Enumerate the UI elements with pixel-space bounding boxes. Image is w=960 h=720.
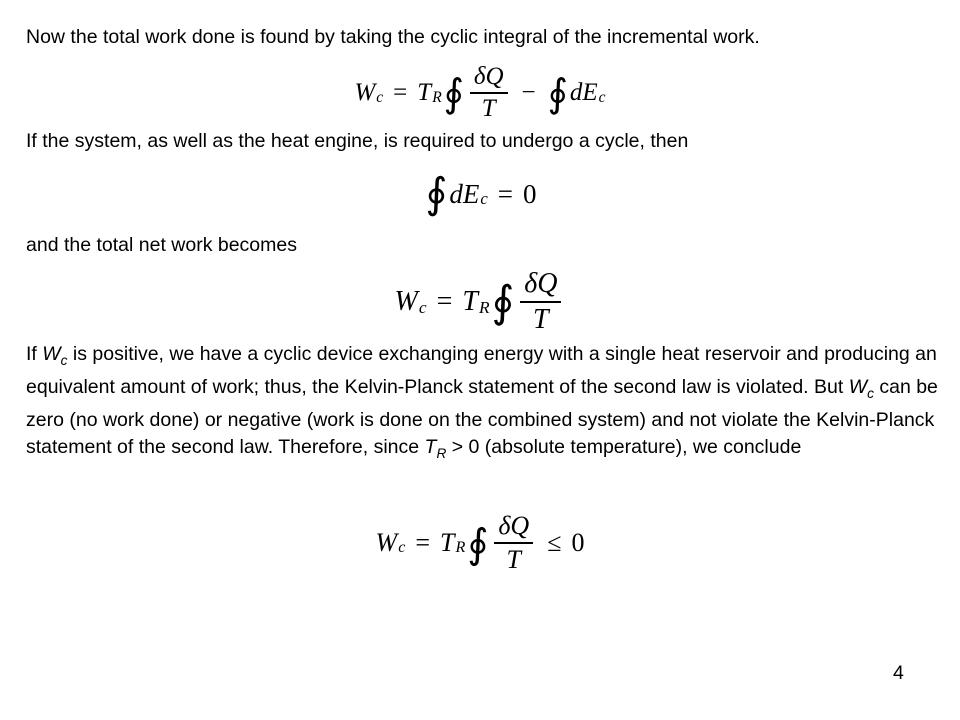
eq1-equals: = — [393, 79, 408, 106]
paragraph-net-work: and the total net work becomes — [26, 234, 297, 256]
paragraph-conclusion — [26, 341, 941, 467]
eq1-fraction — [470, 63, 508, 123]
equation-clausius-inequality — [0, 505, 960, 581]
eq1-de-sub: c — [598, 88, 606, 106]
eq4-less-equal: ≤ — [547, 528, 562, 557]
eq1-t: T — [417, 79, 432, 106]
page-number: 4 — [893, 662, 904, 684]
p4-t-sub: R — [436, 445, 447, 461]
eq4-numerator: δQ — [498, 511, 530, 541]
eq4-t-sub: R — [455, 539, 466, 557]
eq1-w-sub: c — [376, 88, 384, 106]
p4-w-2: W — [848, 375, 868, 398]
eq2-equals: = — [497, 178, 513, 209]
p4-w: W — [42, 343, 61, 365]
eq3-t: T — [462, 286, 478, 317]
eq4-zero: 0 — [571, 528, 585, 557]
eq4-denominator: T — [506, 544, 521, 574]
eq4-w: W — [375, 528, 398, 557]
eq3-fraction — [520, 268, 561, 336]
p4-w-sub-2: c — [867, 385, 874, 401]
eq2-zero: 0 — [522, 178, 537, 209]
p4-t: T — [424, 435, 437, 458]
p4-text-2: is positive, we have a cyclic device exchanging energy with a single heat reservoir and producing an equivalent amount of work; thus, the Kelvin-Planck statement of the second law is violated. But — [26, 343, 937, 398]
eq4-w-sub: c — [398, 539, 406, 557]
paragraph-cycle: If the system, as well as the heat engine, is required to undergo a cycle, then — [26, 130, 689, 152]
p4-text-1: If — [26, 343, 43, 365]
eq4-t: T — [440, 528, 455, 557]
p4-text-3: can be zero (no work done) or negative (work is done on the combined system) and not violate the Kelvin-Planck statement of the second law. Therefore, since — [26, 375, 938, 458]
eq3-cyclic-integral: ∮ — [491, 279, 515, 328]
eq1-t-sub: R — [432, 88, 442, 106]
paragraph-intro: Now the total work done is found by taking the cyclic integral of the incremental work. — [26, 26, 760, 48]
eq3-equals: = — [436, 286, 453, 317]
p4-w-sub: c — [60, 352, 68, 368]
eq1-minus: − — [521, 79, 536, 106]
eq4-cyclic-integral: ∮ — [467, 521, 489, 567]
eq2-cyclic-integral: ∮ — [425, 171, 448, 218]
eq1-numerator: δQ — [473, 63, 504, 91]
equation-net-work — [0, 264, 960, 340]
eq3-denominator: T — [533, 303, 549, 335]
eq1-w: W — [354, 79, 376, 106]
eq1-denominator: T — [481, 94, 496, 122]
eq4-fraction — [494, 511, 533, 575]
eq3-numerator: δQ — [524, 268, 558, 300]
equation-total-work — [0, 62, 960, 124]
eq1-cyclic-integral: ∮ — [443, 72, 464, 116]
eq4-equals: = — [415, 528, 431, 557]
equation-energy-cycle — [0, 168, 960, 220]
eq2-de: dE — [449, 178, 480, 209]
eq3-t-sub: R — [478, 297, 490, 317]
eq3-w-sub: c — [418, 297, 427, 317]
eq3-w: W — [394, 286, 418, 317]
eq2-de-sub: c — [480, 189, 488, 209]
eq1-de: dE — [569, 79, 598, 106]
p4-text-4: > 0 (absolute temperature), we conclude — [446, 435, 802, 458]
eq1-cyclic-integral-2: ∮ — [547, 72, 568, 116]
